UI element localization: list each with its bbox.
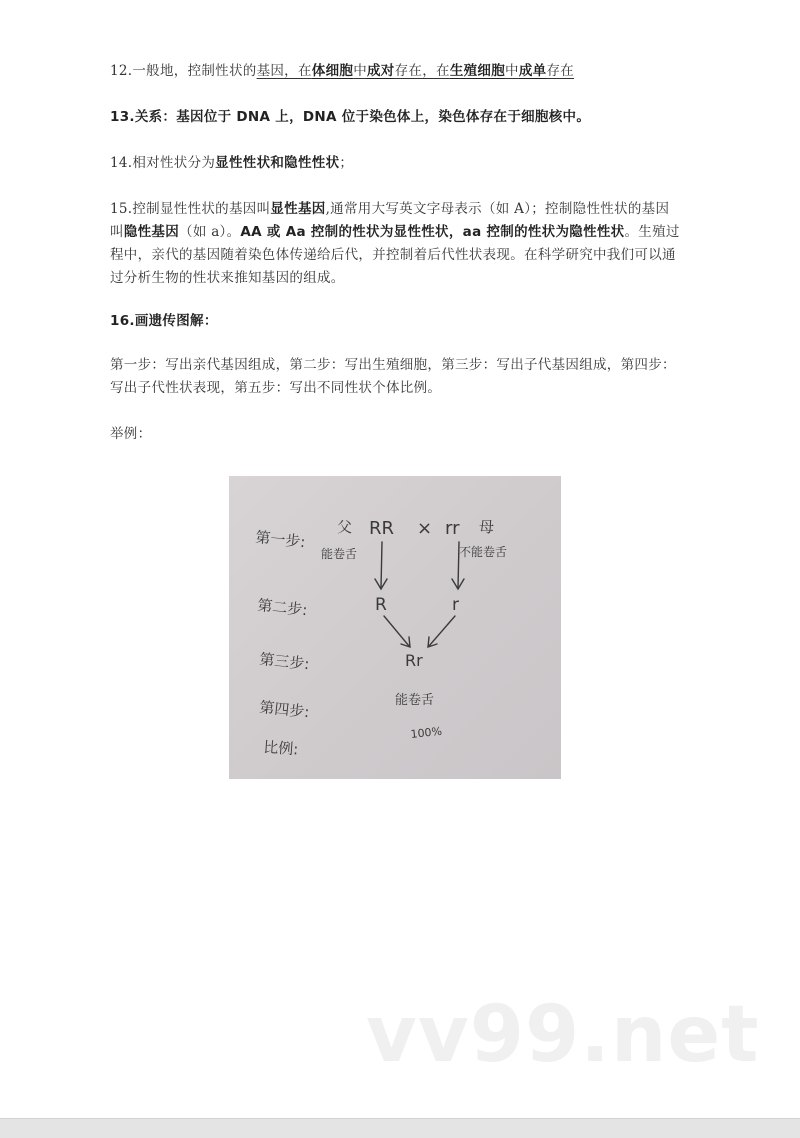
diagram-father-genes: RR [369, 518, 395, 539]
diagram-row4-label: 第四步: [258, 698, 311, 722]
arrow-father-down [375, 542, 387, 589]
item-15 [110, 198, 682, 290]
item-15-text-1: 15.控制显性性状的基因叫 [110, 201, 271, 217]
item-12-bold-paired: 成对 [367, 63, 395, 79]
diagram-ratio: 100% [409, 724, 443, 741]
item-12-underlined-1: 基因，在 [256, 63, 312, 79]
item-12-bold-single: 成单 [518, 63, 547, 79]
diagram-mother-genes: rr [445, 518, 460, 539]
item-13: 13.关系：基因位于 DNA 上，DNA 位于染色体上，染色体存在于细胞核中。 [110, 109, 591, 125]
item-15-text-2: ,通常用大写英文字母表示（如 A）；控制隐性性状的基因叫 [110, 201, 670, 240]
item-15-text-4: 。生殖过程中，亲代的基因随着染色体传递给后代，并控制着后代性状表现。在科学研究中我们可以通过分析生物的性状来推知基因的组成。 [110, 224, 680, 286]
item-15-bold-rule: AA 或 Aa 控制的性状为显性性状，aa 控制的性状为隐性性状 [240, 224, 625, 240]
item-14-bold: 显性性状和隐性性状 [215, 155, 340, 171]
diagram-row2-label: 第二步: [256, 596, 309, 620]
item-15-text-3: （如 a）。 [179, 224, 241, 240]
viewer-bottom-bar [0, 1118, 800, 1138]
item-12-underlined-4: 中 [505, 63, 519, 79]
handwritten-diagram-photo [229, 476, 561, 779]
diagram-row3-label: 第三步: [258, 650, 311, 674]
watermark: vv99.net [366, 990, 760, 1080]
item-14-suffix: ； [339, 155, 354, 171]
diagram-father-trait: 能卷舌 [321, 547, 358, 561]
diagram-row1-label: 第一步: [254, 528, 307, 552]
diagram-row5-label: 比例: [262, 738, 299, 759]
item-15-bold-dominant-gene: 显性基因 [270, 201, 326, 217]
item-15-bold-recessive-gene: 隐性基因 [123, 224, 180, 240]
item-12-underlined-3: 存在，在 [394, 63, 450, 79]
item-12-bold-somatic: 体细胞 [311, 63, 354, 79]
item-12-bold-germ: 生殖细胞 [449, 63, 506, 79]
arrow-gametes-merge [384, 616, 455, 647]
item-12-underlined-2: 中 [353, 63, 367, 79]
diagram-gamete-mother: r [452, 595, 459, 615]
steps-paragraph: 第一步：写出亲代基因组成，第二步：写出生殖细胞，第三步：写出子代基因组成，第四步：写出子代性状表现，第五步：写出不同性状个体比例。 [110, 357, 676, 396]
diagram-offspring-trait: 能卷舌 [395, 693, 435, 708]
item-14 [110, 152, 682, 175]
genetic-diagram [229, 476, 561, 779]
example-label: 举例： [110, 426, 152, 442]
item-14-text: 14.相对性状分为 [110, 155, 216, 171]
item-12-text: 12.一般地，控制性状的 [110, 63, 257, 79]
item-12-underlined-5: 存在 [546, 63, 575, 79]
item-16: 16.画遗传图解： [110, 313, 218, 329]
diagram-mother-trait: 不能卷舌 [459, 545, 508, 559]
diagram-gamete-father: R [375, 595, 387, 615]
diagram-offspring: Rr [405, 651, 423, 670]
diagram-father: 父 [337, 518, 353, 536]
diagram-mother: 母 [479, 518, 495, 536]
diagram-cross: × [417, 518, 433, 539]
item-12 [110, 60, 682, 83]
